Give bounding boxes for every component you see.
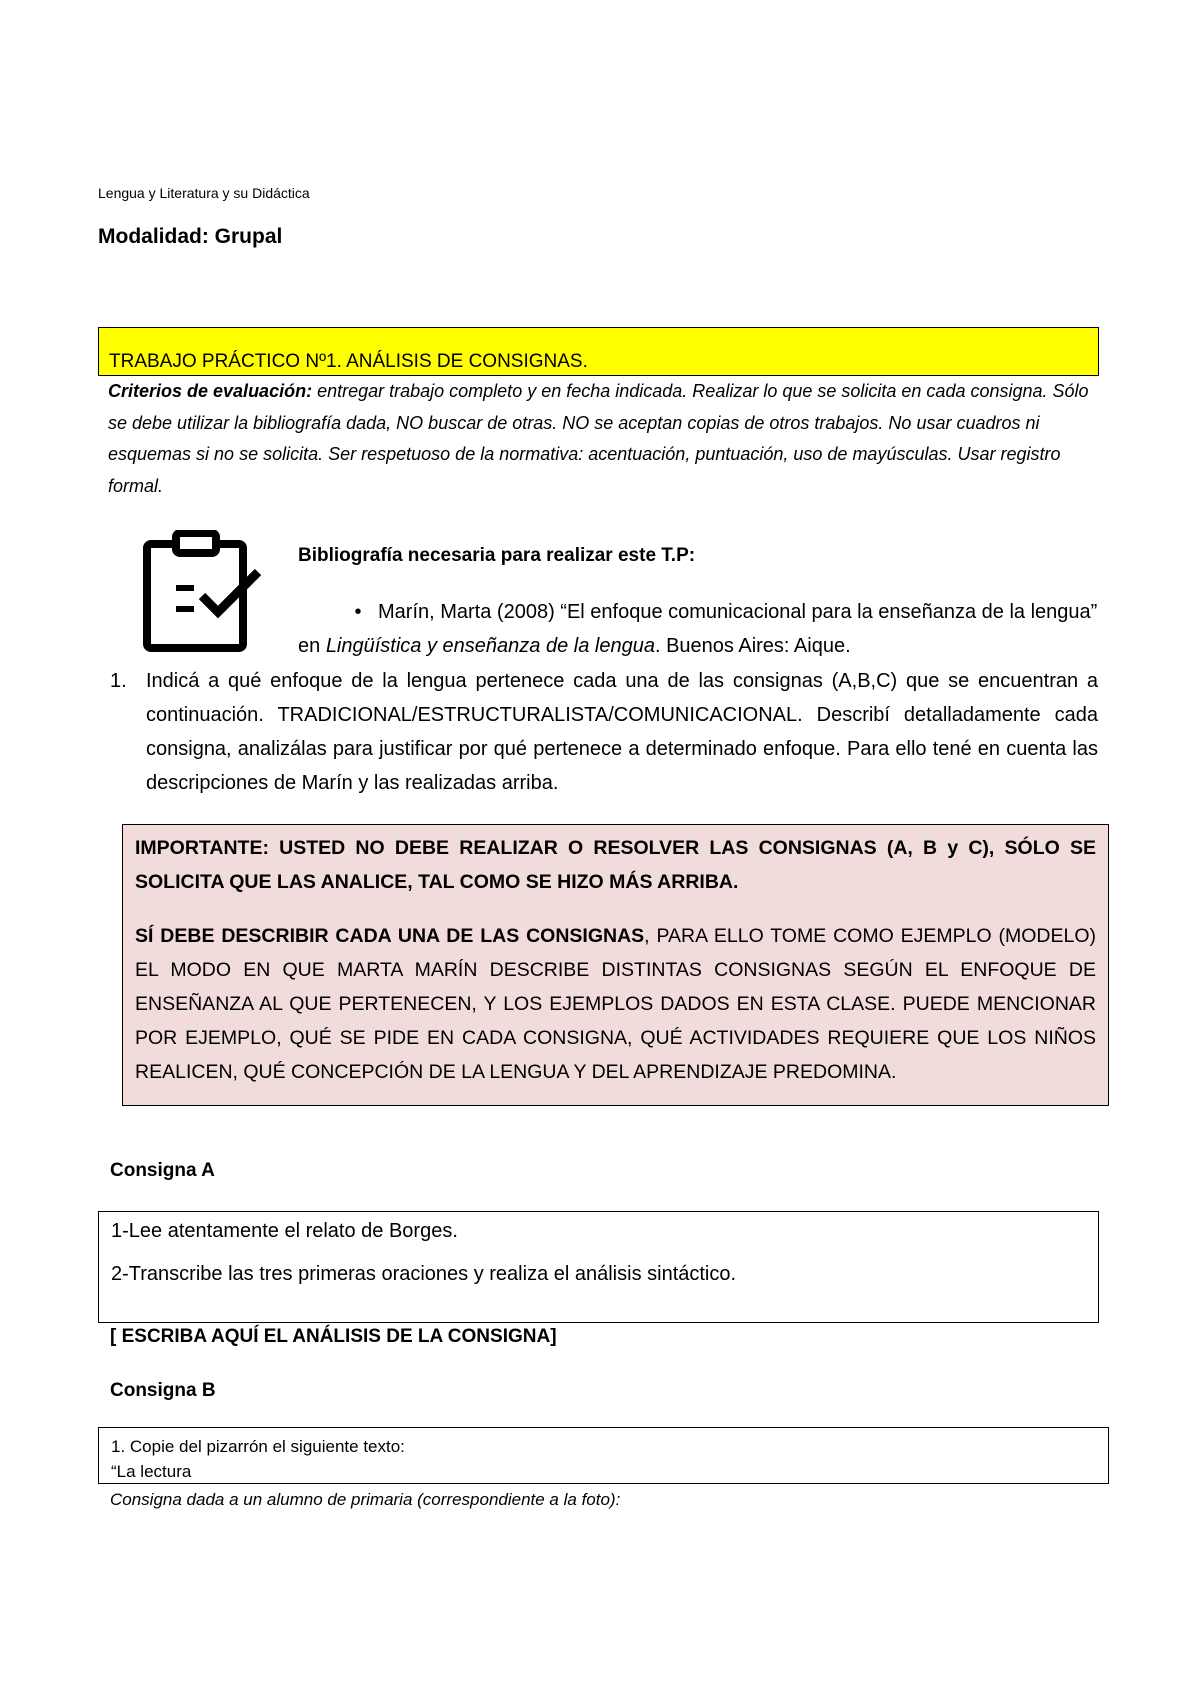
consigna-a-line-2: 2-Transcribe las tres primeras oraciones y realiza el análisis sintáctico. <box>111 1263 737 1285</box>
consigna-b-box <box>98 1427 1109 1484</box>
bibliography-text-2: . Buenos Aires: Aique. <box>654 635 851 657</box>
course-name: Lengua y Literatura y su Didáctica <box>98 185 310 201</box>
bibliography-book-title: Lingüística y enseñanza de la lengua <box>325 635 655 657</box>
consigna-b-line-1: 1. Copie del pizarrón el siguiente texto: <box>111 1437 405 1456</box>
consigna-a-line-1: 1-Lee atentamente el relato de Borges. <box>111 1220 458 1242</box>
bibliography-item <box>298 595 1098 663</box>
important-paragraph-2 <box>135 919 1096 1089</box>
tp-title: TRABAJO PRÁCTICO Nº1. ANÁLISIS DE CONSIGNAS. <box>109 351 588 372</box>
consigna-a-heading: Consigna A <box>110 1160 215 1181</box>
clipboard-check-icon <box>140 530 280 655</box>
bullet: • <box>354 601 362 623</box>
important-text-2: , PARA ELLO TOME COMO EJEMPLO (MODELO) EL MODO EN QUE MARTA MARÍN DESCRIBE DISTINTAS CONSIGNAS SEGÚN EL ENFOQUE DE ENSEÑANZA AL QUE PERTENECEN, Y LOS EJEMPLOS DADOS EN ESTA CLASE. PUEDE MENCIONAR POR EJEMPLO, QUÉ SE PIDE EN CADA CONSIGNA, QUÉ ACTIVIDADES REQUIERE QUE LOS NIÑOS REALICEN, QUÉ CONCEPCIÓN DE LA LENGUA Y DEL APRENDIZAJE PREDOMINA. <box>135 925 1096 1083</box>
write-here-placeholder[interactable]: [ ESCRIBA AQUÍ EL ANÁLISIS DE LA CONSIGNA] <box>110 1326 557 1347</box>
tp-title-box <box>98 327 1099 376</box>
task-text: Indicá a qué enfoque de la lengua pertenece cada una de las consignas (A,B,C) que se encuentran a continuación. TRADICIONAL/ESTRUCTURALISTA/COMUNICACIONAL. Describí detalladamente cada consigna, analizálas para justificar por qué pertenece a determinado enfoque. Para ello tené en cuenta las descripciones de Marín y las realizadas arriba. <box>146 670 1098 794</box>
important-paragraph-1 <box>135 831 1096 899</box>
bibliography-title: Bibliografía necesaria para realizar este T.P: <box>298 545 696 566</box>
criteria-label: Criterios de evaluación: <box>108 381 313 401</box>
important-text-1: IMPORTANTE: USTED NO DEBE REALIZAR O RESOLVER LAS CONSIGNAS (A, B y C), SÓLO SE SOLICITA QUE LAS ANALICE, TAL COMO SE HIZO MÁS ARRIBA. <box>135 837 1096 893</box>
task-instruction <box>110 664 1098 800</box>
consigna-a-box <box>98 1211 1099 1323</box>
consigna-b-line-2: “La lectura <box>111 1462 192 1481</box>
important-text-2-bold: SÍ DEBE DESCRIBIR CADA UNA DE LAS CONSIGNAS <box>135 925 645 947</box>
criteria-text: entregar trabajo completo y en fecha indicada. Realizar lo que se solicita en cada consigna. Sólo se debe utilizar la bibliografía dada, NO buscar de otras. NO se aceptan copias de otros trabajos. No usar cuadros ni esquemas si no se solicita. Ser respetuoso de la normativa: acentuación, puntuación, uso de mayúsculas. Usar registro formal. <box>108 381 1089 496</box>
task-number: 1. <box>110 670 127 692</box>
bibliography-text-1: Marín, Marta (2008) “El enfoque comunicacional para la enseñanza de la lengua” en <box>298 601 1098 657</box>
consigna-b-heading: Consigna B <box>110 1380 216 1401</box>
modality-heading: Modalidad: Grupal <box>98 225 283 248</box>
important-notice-box <box>122 824 1109 1106</box>
evaluation-criteria <box>108 376 1098 502</box>
consigna-b-caption: Consigna dada a un alumno de primaria (correspondiente a la foto): <box>110 1490 621 1509</box>
